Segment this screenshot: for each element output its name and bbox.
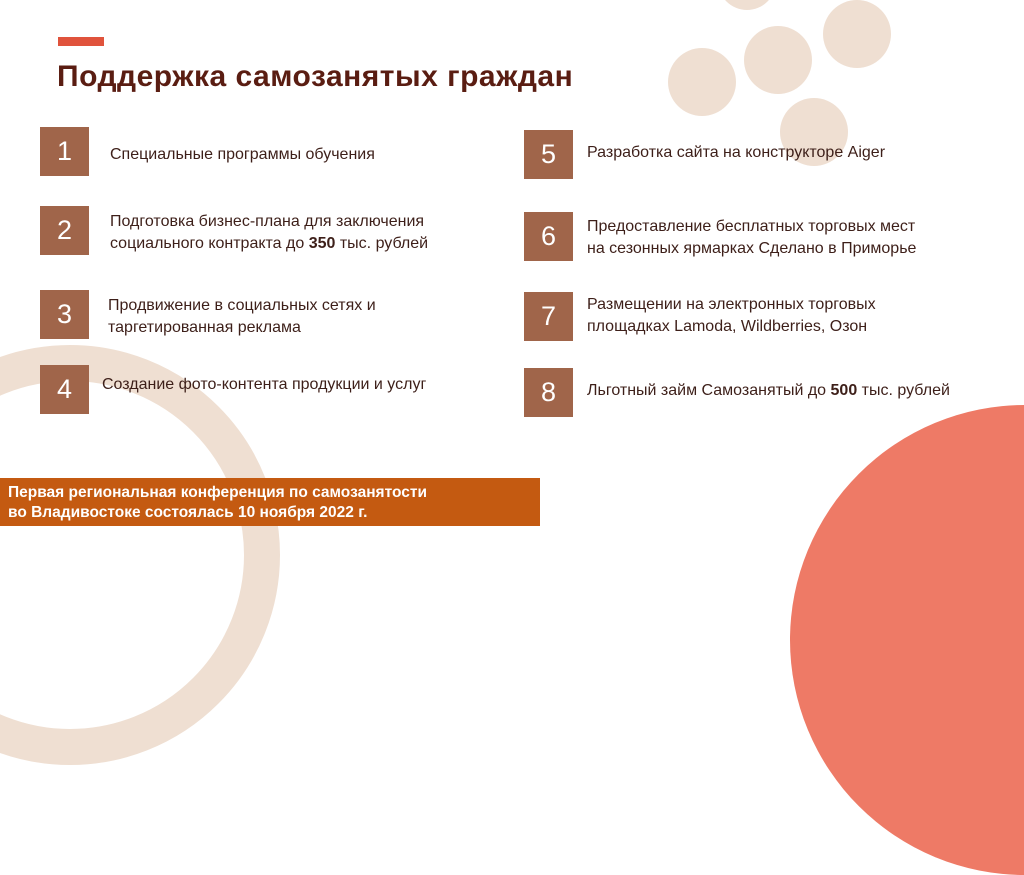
item-line: Предоставление бесплатных торговых мест bbox=[587, 218, 916, 235]
item-text bbox=[587, 142, 885, 164]
item-number: 8 bbox=[524, 368, 573, 417]
item-text bbox=[587, 294, 876, 338]
item-number: 7 bbox=[524, 292, 573, 341]
item-number: 1 bbox=[40, 127, 89, 176]
decor-dot bbox=[823, 0, 891, 68]
decor-dot bbox=[668, 48, 736, 116]
item-text bbox=[587, 380, 950, 402]
item-amount: 500 bbox=[830, 382, 858, 399]
item-text bbox=[587, 216, 916, 260]
item-text bbox=[108, 295, 376, 339]
item-text bbox=[110, 211, 428, 255]
item-line: площадках Lamoda, Wildberries, Озон bbox=[587, 318, 868, 335]
decor-dot bbox=[718, 0, 776, 10]
item-number: 3 bbox=[40, 290, 89, 339]
item-line: Разработка сайта на конструкторе Aiger bbox=[587, 144, 886, 161]
item-line: тыс. рублей bbox=[857, 382, 950, 399]
item-line: социального контракта до bbox=[110, 235, 309, 252]
banner-line: во Владивостоке состоялась 10 ноября 2022 г. bbox=[8, 504, 368, 521]
title-accent-bar bbox=[58, 37, 104, 46]
item-line: Специальные программы обучения bbox=[110, 146, 375, 163]
banner-line: Первая региональная конференция по самозанятости bbox=[8, 484, 427, 501]
item-line: на сезонных ярмарках Сделано в Приморье bbox=[587, 240, 917, 257]
page-title: Поддержка самозанятых граждан bbox=[57, 60, 574, 93]
decor-dot bbox=[744, 26, 812, 94]
item-line: Подготовка бизнес-плана для заключения bbox=[110, 213, 425, 230]
item-line: таргетированная реклама bbox=[108, 319, 301, 336]
item-line: Продвижение в социальных сетях и bbox=[108, 297, 376, 314]
item-number: 6 bbox=[524, 212, 573, 261]
item-text bbox=[110, 144, 375, 166]
item-text bbox=[102, 374, 426, 396]
item-amount: 350 bbox=[308, 235, 336, 252]
item-line: тыс. рублей bbox=[335, 235, 429, 252]
decor-coral-circle bbox=[790, 405, 1024, 875]
item-number: 5 bbox=[524, 130, 573, 179]
item-number: 2 bbox=[40, 206, 89, 255]
item-line: Льготный займ Самозанятый до bbox=[587, 382, 831, 399]
item-number: 4 bbox=[40, 365, 89, 414]
item-line: Размещении на электронных торговых bbox=[587, 296, 876, 313]
item-line: Создание фото-контента продукции и услуг bbox=[102, 376, 427, 393]
conference-banner bbox=[0, 478, 540, 526]
